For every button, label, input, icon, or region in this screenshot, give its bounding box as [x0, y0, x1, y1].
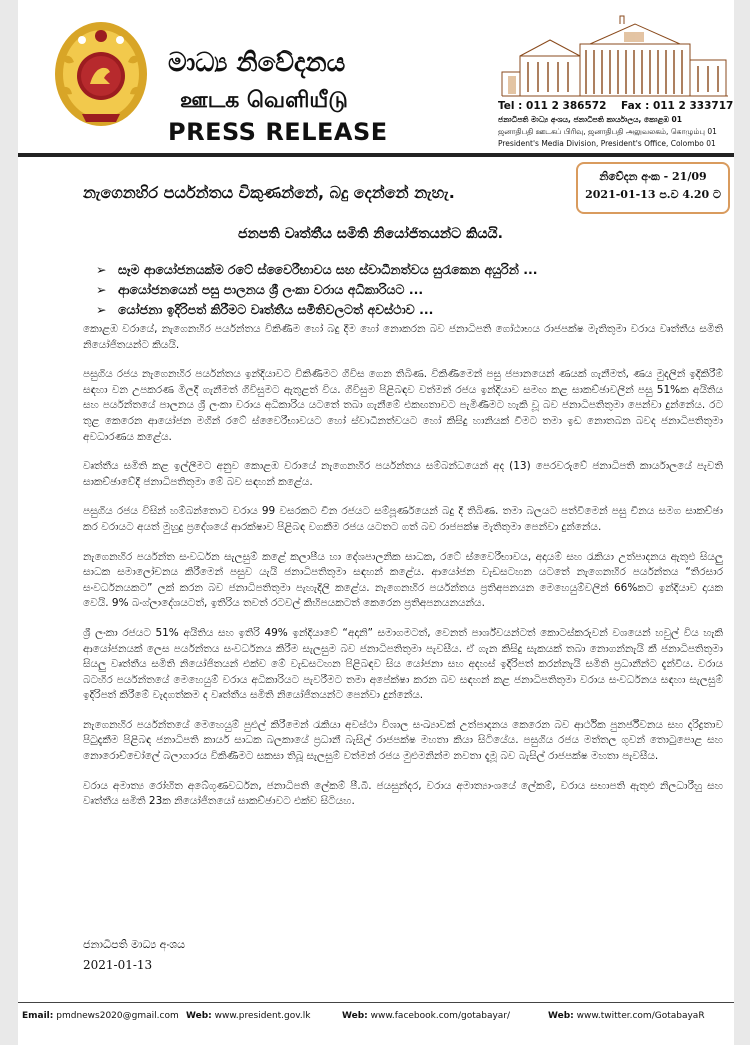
paragraph: ශ්‍රී ලංකා රජයට 51% අයිතිය සහ ඉතිරි 49% ඉන්දියාවේ “අදානි” සමාගමටත්, වෙනත් පාර්ශ්වයන්ටත් කොටස්කරුවන් වශයෙන් හවුල් විය හැකි ආයෝජනයක් ලෙස පර්යන්තය සංවර්ධනය කිරීම සැලසුම බව ජනාධිපතිතුමා පැවසීය. ඒ ගැන කිසිදු සැකයක් තබා නොගන්නැයි කී ජනාධිපතිතුමා සියලු වෘත්තීය සමිති නියෝජිතයන් එක්ව මේ වැඩසටහන පිළිබඳව සිය යෝජනා සහ අදහස් ඉදිරිපත් කරන්නැයි සමිති ප්‍රධානීන්ට දැන්වීය. වරාය බටහිර පර්යන්තයේ මෙහෙයුම් වරාය අධිකාරියට පැවරීමට තමා අපේක්ෂා කරන බව සඳහන් කළ ජනාධිපතිතුමා වරාය සංවර්ධනය සඳහා සැලසුම් ඉදිරිපත් කිරීමේ වැදගත්කම ද වෘත්තීය සමිති නියෝජිතයන්ට පෙන්වා දුන්නේය. [83, 626, 723, 702]
title-sinhala: මාධ්‍ය නිවේදනය [168, 48, 346, 78]
footer-twitter [548, 1011, 705, 1021]
header-divider [18, 153, 734, 157]
footer-web [186, 1011, 310, 1021]
signature-block [83, 935, 185, 975]
paragraph: පසුගිය රජය නැගෙනහිර පර්යන්තය ඉන්දියාවට විකිණීමට ගිවිස ගෙන තිබිණ. විකිණීමෙන් පසු ජපානයෙන් ණයක් ගැනීමත්, ණය මුදලින් ඉදිකිරීම් සඳහා වන උපකරණ මිලදී ගැනීමත් ගිවිසුමට ඇතුළත් විය. ගිවිසුම පිළිබඳව වත්මන් රජය ඉන්දියාව සමඟ කළ සාකච්ඡාවලින් පසු 51%ක අයිතිය සහ පර්යන්තයේ පාලනය ශ්‍රී ලංකා වරාය අධිකාරිය යටතේ තබා ගැනීමේ එකඟතාවට පැමිණීමට හැකි වූ බව ජනාධිපතිතුමා පෙන්වා දුන්නේය. රට තුළ කෙරෙන ආයෝජන මගින් රටේ ස්වෛරීභාවයට හෝ ස්වාධීනත්වයට හෝ කිසිදු හානියක් වීමට තමා ඉඩ නොතබන බවද ජනාධිපතිතුමා අවධාරණය කළේය. [83, 368, 723, 443]
paragraph: කොළඹ වරායේ, නැගෙනහිර පර්යන්තය විකිණීම හෝ බදු දීම හෝ නොකරන බව ජනාධිපති ගෝඨාභය රාජපක්ෂ මැතිතුමා වරාය වෘත්තීය සමිති නියෝජිතයන්ට කියයි. [83, 323, 723, 351]
bullet-item: ➢ සෑම ආයෝජනයක්ම රටේ ස්වෛරීභාවය සහ ස්වාධීනත්වය සුරැකෙන අයුරින් ... [96, 262, 538, 277]
web-link[interactable]: www.president.gov.lk [214, 1011, 311, 1021]
body-text [83, 322, 723, 824]
paragraph: නැගෙනහිර පර්යන්ත සංවර්ධන සැලසුම් කළේ කලාපීය හා දේශපාලනික සාධක, රටේ ස්වෛරීභාවය, අදායම් සහ රැකියා උත්පාදනය ඇතුළු සියලු සාධක සමාලෝචනය කිරීමෙන් පසුව යැයි ජනාධිපතිතුමා සඳහන් කළේය. ආයෝජන වැඩසටහන යටතේ නැගෙනහිර පර්යන්තය “තිරසාර සංවර්ධනයකට” ලක් කරන බව ජනාධිපතිතුමා පැහැදිලි කළේය. නැගෙනහිර පර්යන්තය ප්‍රතිඅපනයන මෙහෙයුම්වලින් 66%කට ඉන්දියාව දායක වෙයි. 9% බංග්ලාදේශයටත්, ඉතිරිය තවත් රටවල් කිහිපයකටත් කෙරෙන ප්‍රතිඅපනයනයන්ය. [83, 550, 723, 610]
twitter-link[interactable]: www.twitter.com/GotabayaR [576, 1011, 705, 1021]
reference-number: නිවේදන අංක - 21/09 [599, 170, 707, 183]
tel-label: Tel [498, 100, 515, 112]
subheadline: ජනපති වෘත්තීය සමිති නියෝජිතයන්ට කියයි. [238, 226, 503, 242]
arrow-bullet-icon: ➢ [96, 302, 107, 317]
paragraph: වරාය අමාත්‍ය රෝහිත අබේගුණවර්ධන, ජනාධිපති ලේකම් පී.බී. ජයසුන්දර, වරාය අමාත්‍යාංශයේ ලේකම්, වරාය සභාපති ඇතුළු නිලධාරීහු සහ වෘත්තීය සමිති 23ක නියෝජිතයෝ සාකච්ඡාවට එක්ව සිටියහ. [83, 779, 723, 808]
headline: නැගෙනහිර පර්යන්තය විකුණන්නේ, බදු දෙන්නේ නැහැ. [83, 183, 455, 202]
arrow-bullet-icon: ➢ [96, 282, 107, 297]
title-english: PRESS RELEASE [168, 118, 388, 146]
fax-value: : 011 2 333717 [645, 100, 734, 112]
reference-datetime: 2021-01-13 ප.ව 4.20 ට [585, 188, 721, 201]
tel-value: : 011 2 386572 [518, 100, 607, 112]
facebook-link[interactable]: www.facebook.com/gotabayar/ [370, 1011, 511, 1021]
signature-department: ජනාධිපති මාධ්‍ය අංශය [83, 938, 186, 951]
email-label: Email: [22, 1011, 54, 1021]
web-label: Web: [186, 1011, 212, 1021]
footer [18, 1002, 734, 1033]
title-tamil: ஊடக வெளியீடு [180, 88, 348, 113]
footer-facebook [342, 1011, 510, 1021]
arrow-bullet-icon: ➢ [96, 262, 107, 277]
fax-label: Fax [621, 100, 642, 112]
presidents-house-icon [500, 14, 730, 98]
twitter-label: Web: [548, 1011, 574, 1021]
sri-lanka-emblem-icon [52, 18, 150, 128]
address-tamil: ஜனாதிபதி ஊடகப் பிரிவு, ஜனாதிபதி அலுவலகம், கொழும்பு 01 [498, 127, 717, 136]
bullet-item: ➢ ආයෝජනයෙන් පසු පාලනය ශ්‍රී ලංකා වරාය අධිකාරියට ... [96, 282, 424, 297]
tel-fax-line [498, 100, 734, 112]
press-release-page [18, 0, 734, 1045]
paragraph: නැගෙනහිර පර්යන්තයේ මෙහෙයුම් පුළුල් කිරීමෙන් රැකියා අවස්ථා විශාල සංඛ්‍යාවක් උත්පාදනය කෙරෙන බව ආර්ථික පුනර්ජීවනය සහ දරිද්‍රතාව පිටුදැකීම පිළිබඳ ජනාධිපති කාර්ය සාධක බලකායේ ප්‍රධානී බැසිල් රාජපක්ෂ මහතා කියා සිටියේය. පසුගිය රජය මත්තල ගුවන් තොටුපොළ සහ නොරොච්චෝලේ බලාගාරය විකිණීමට සකසා තිබූ සැලසුම් වත්මන් රජය මුළුමනින්ම නවතා දැමූ බව බැසිල් රාජපක්ෂ මහතා පැවසීය. [83, 718, 723, 763]
address-english: President's Media Division, President's Office, Colombo 01 [498, 139, 716, 148]
paragraph: වෘත්තීය සමිති කළ ඉල්ලීමට අනුව කොළඹ වරායේ නැගෙනහිර පර්යන්තය සම්බන්ධයෙන් අද (13) පෙරවරුවේ ජනාධිපති කාර්යාලයේ පැවති සාකච්ඡාවේදී ජනාධිපතිතුමා මේ බව සඳහන් කළේය. [83, 460, 723, 488]
reference-box [576, 162, 730, 214]
bullet-item: ➢ යෝජනා ඉදිරිපත් කිරීමට වෘත්තීය සමිතිවලටත් අවස්ථාව ... [96, 302, 434, 317]
address-sinhala: ජනාධිපති මාධ්‍ය අංශය, ජනාධිපති කාර්යාලය, කොළඹ 01 [498, 115, 682, 124]
contact-block [498, 100, 734, 148]
bullet-list [96, 262, 537, 322]
paragraph: පසුගිය රජය විසින් හම්බන්තොට වරාය 99 වසරකට චීන රජයට සම්පූර්ණයෙන් බදු දී තිබිණ. තමා බලයට පත්වීමෙන් පසු චීනය සමග සාකච්ඡා කර වරායට අයත් මුහුදු ප්‍රදේශයේ ආරක්ෂාව පිළිබඳ වගකීම රජය යටතට ගත් බව රාජපක්ෂ මැතිතුමා පෙන්වා දුන්නේය. [83, 505, 723, 533]
facebook-label: Web: [342, 1011, 368, 1021]
email-link[interactable]: pmdnews2020@gmail.com [56, 1011, 179, 1021]
footer-email [22, 1011, 179, 1021]
signature-date: 2021-01-13 [83, 958, 153, 972]
